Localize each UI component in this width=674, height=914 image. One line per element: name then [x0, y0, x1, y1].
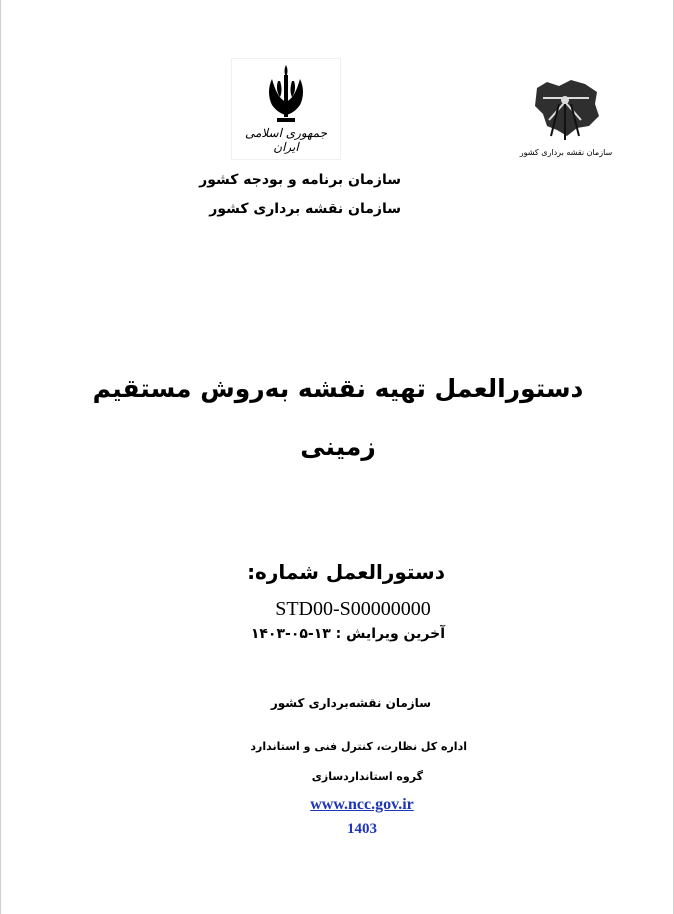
ncc-logo [519, 74, 613, 166]
document-title [61, 360, 615, 476]
website-link[interactable]: www.ncc.gov.ir [310, 796, 414, 813]
emblem-caption: جمهوری اسلامی ایران [244, 126, 328, 154]
document-code: STD00-S00000000 [275, 598, 431, 620]
document-year: 1403 [347, 821, 377, 837]
last-edit: آخرین ویرایش : ۱۳-۰۵-۱۴۰۳ [250, 626, 445, 642]
iran-emblem [231, 58, 341, 160]
footer-organization: سازمان نقشه‌برداری کشور [270, 696, 431, 710]
ncc-logo-icon [529, 74, 605, 144]
footer-department: اداره کل نظارت، کنترل فنی و استاندارد [250, 740, 467, 753]
iran-emblem-icon [264, 63, 308, 125]
org-line-mapping: سازمان نقشه برداری کشور [209, 201, 401, 217]
org-line-budget: سازمان برنامه و بودجه کشور [199, 172, 401, 188]
document-number-label: دستورالعمل شماره: [247, 560, 445, 584]
footer-group: گروه استانداردسازی [311, 770, 423, 783]
title-line-2: زمینی [300, 432, 376, 461]
organization-lines [151, 166, 401, 224]
ncc-caption: سازمان نقشه برداری کشور [519, 148, 613, 157]
title-line-1: دستورالعمل تهیه نقشه به‌روش مستقیم [92, 374, 584, 403]
